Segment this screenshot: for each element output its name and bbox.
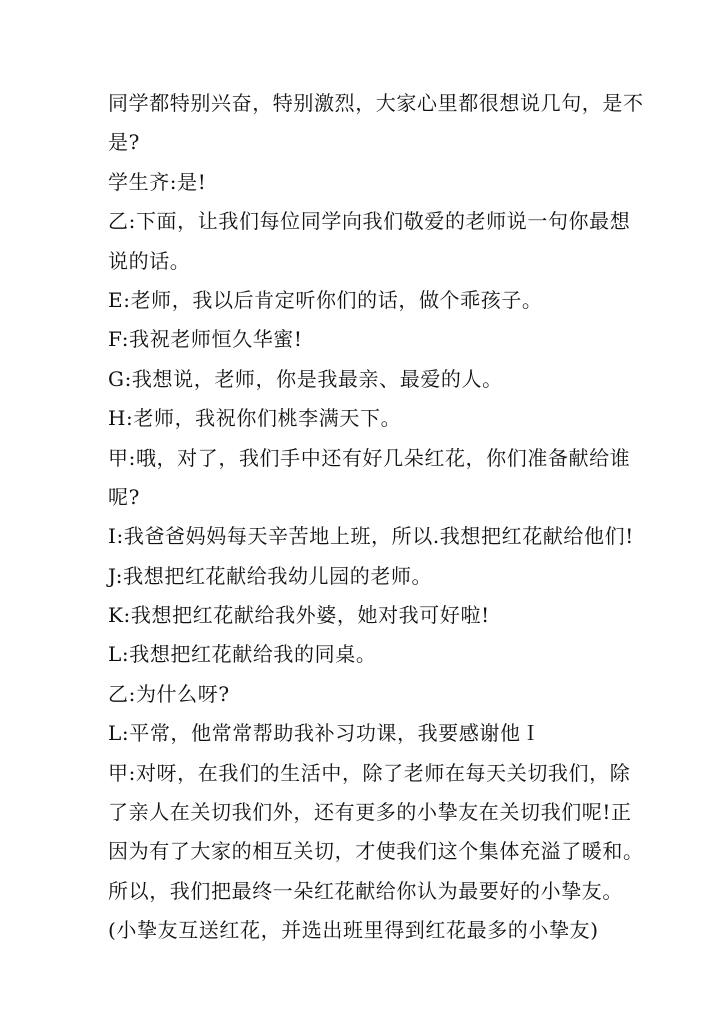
text-line: G:我想说，老师，你是我最亲、最爱的人。 xyxy=(108,366,503,391)
text-line: L:平常，他常常帮助我补习功课，我要感谢他Ｉ xyxy=(108,721,542,746)
text-line: K:我想把红花献给我外婆，她对我可好啦! xyxy=(108,603,490,628)
text-line: F:我祝老师恒久华蜜! xyxy=(108,327,303,352)
text-line: 因为有了大家的相互关切，才使我们这个集体充溢了暖和。 xyxy=(108,839,644,864)
text-line: E:老师，我以后肯定听你们的话，做个乖孩子。 xyxy=(108,287,543,312)
text-line: 甲:对呀，在我们的生活中，除了老师在每天关切我们，除 xyxy=(108,760,631,785)
text-line: 了亲人在关切我们外，还有更多的小挚友在关切我们呢!正 xyxy=(108,800,632,825)
text-line: H:老师，我祝你们桃李满天下。 xyxy=(108,406,402,431)
text-line: L:我想把红花献给我的同桌。 xyxy=(108,642,377,667)
text-line: 学生齐:是! xyxy=(108,169,207,194)
document-body xyxy=(108,84,648,951)
text-line: 是? xyxy=(108,130,140,155)
text-line: 说的话。 xyxy=(108,248,191,273)
text-line: 呢? xyxy=(108,484,140,509)
text-line: (小挚友互送红花，并选出班里得到红花最多的小挚友) xyxy=(108,918,599,943)
text-line: 乙:为什么呀? xyxy=(108,681,230,706)
text-line: 乙:下面，让我们每位同学向我们敬爱的老师说一句你最想 xyxy=(108,209,631,234)
text-line: I:我爸爸妈妈每天辛苦地上班，所以.我想把红花献给他们! xyxy=(108,524,634,549)
text-line: 甲:哦，对了，我们手中还有好几朵红花，你们准备献给谁 xyxy=(108,445,631,470)
text-line: 同学都特别兴奋，特别激烈，大家心里都很想说几句，是不 xyxy=(108,91,644,115)
text-line: 所以，我们把最终一朵红花献给你认为最要好的小挚友。 xyxy=(108,878,623,903)
text-line: J:我想把红花献给我幼儿园的老师。 xyxy=(108,563,433,588)
